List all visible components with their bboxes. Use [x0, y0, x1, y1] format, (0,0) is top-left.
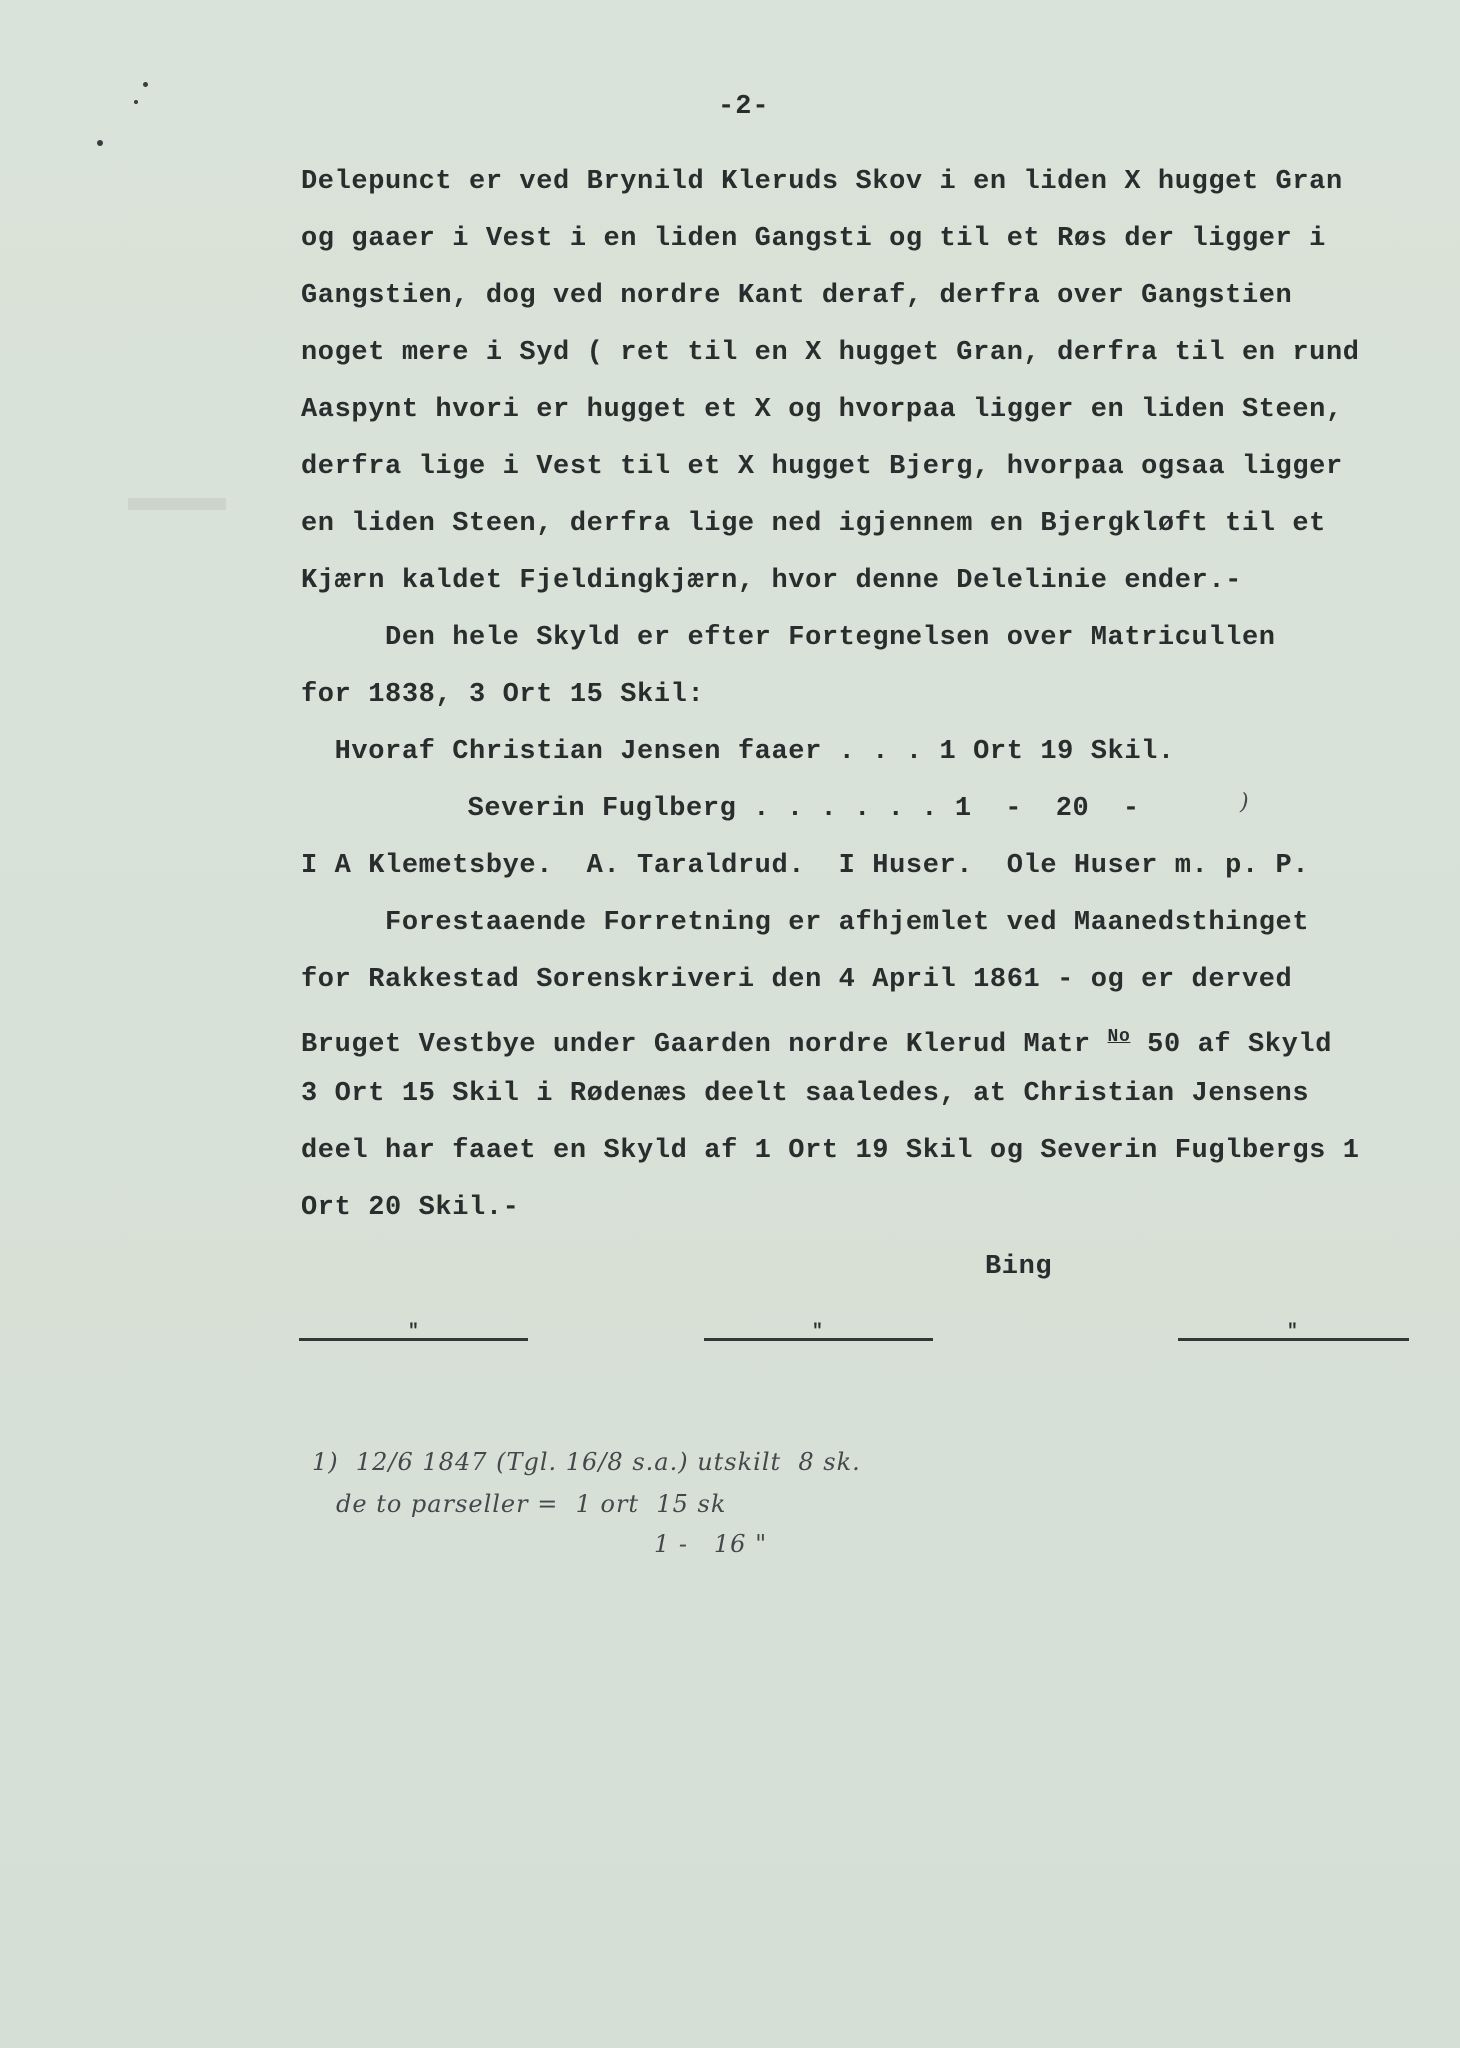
- page-number: -2-: [718, 92, 770, 122]
- witness-line: I A Klemetsbye. A. Taraldrud. I Huser. Ole Huser m. p. P.: [301, 851, 1310, 881]
- text-line: for 1838, 3 Ort 15 Skil:: [301, 680, 705, 710]
- margin-dot: [143, 82, 148, 87]
- text-line: og gaaer i Vest i en liden Gangsti og til et Røs der ligger i: [301, 224, 1326, 254]
- matr-line: [301, 1020, 1332, 1062]
- signature: Bing: [985, 1252, 1053, 1282]
- text-line: Forestaaende Forretning er afhjemlet ved Maanedsthinget: [301, 908, 1310, 938]
- text-line: noget mere i Syd ( ret til en X hugget Gran, derfra til en rund: [301, 338, 1360, 368]
- share-line-christian: Hvoraf Christian Jensen faaer . . . 1 Ort 19 Skil.: [301, 737, 1175, 767]
- text-segment: Bruget Vestbye under Gaarden nordre Klerud Matr: [301, 1030, 1091, 1060]
- text-line: Kjærn kaldet Fjeldingkjærn, hvor denne Delelinie ender.-: [301, 566, 1242, 596]
- text-line: derfra lige i Vest til et X hugget Bjerg, hvorpaa ogsaa ligger: [301, 452, 1343, 482]
- text-line: Gangstien, dog ved nordre Kant deraf, derfra over Gangstien: [301, 281, 1293, 311]
- ditto-mark: ": [812, 1322, 823, 1342]
- margin-dot: [97, 140, 103, 146]
- handwritten-note-line: de to parseller = 1 ort 15 sk: [336, 1490, 727, 1518]
- ditto-mark: ": [408, 1322, 419, 1342]
- share-line-severin: Severin Fuglberg . . . . . . 1 - 20 -: [350, 794, 1140, 824]
- text-segment: 50 af Skyld: [1130, 1030, 1332, 1060]
- number-sign: No: [1107, 1027, 1131, 1047]
- footnote-reference: ): [1240, 790, 1250, 815]
- margin-smudge: [128, 498, 226, 510]
- text-line: Den hele Skyld er efter Fortegnelsen over Matricullen: [301, 623, 1276, 653]
- text-line: Delepunct er ved Brynild Kleruds Skov i en liden X hugget Gran: [301, 167, 1343, 197]
- margin-dot: [134, 100, 138, 104]
- ditto-mark: ": [1287, 1322, 1298, 1342]
- text-line: Aaspynt hvori er hugget et X og hvorpaa ligger en liden Steen,: [301, 395, 1343, 425]
- handwritten-note-line: 1 - 16 ": [654, 1530, 768, 1558]
- text-line: en liden Steen, derfra lige ned igjennem en Bjergkløft til et: [301, 509, 1326, 539]
- text-line: 3 Ort 15 Skil i Rødenæs deelt saaledes, at Christian Jensens: [301, 1079, 1310, 1109]
- text-line: Ort 20 Skil.-: [301, 1193, 520, 1223]
- text-line: for Rakkestad Sorenskriveri den 4 April 1861 - og er derved: [301, 965, 1293, 995]
- handwritten-note-line: 1) 12/6 1847 (Tgl. 16/8 s.a.) utskilt 8 sk.: [312, 1448, 861, 1476]
- text-line: deel har faaet en Skyld af 1 Ort 19 Skil og Severin Fuglbergs 1: [301, 1136, 1360, 1166]
